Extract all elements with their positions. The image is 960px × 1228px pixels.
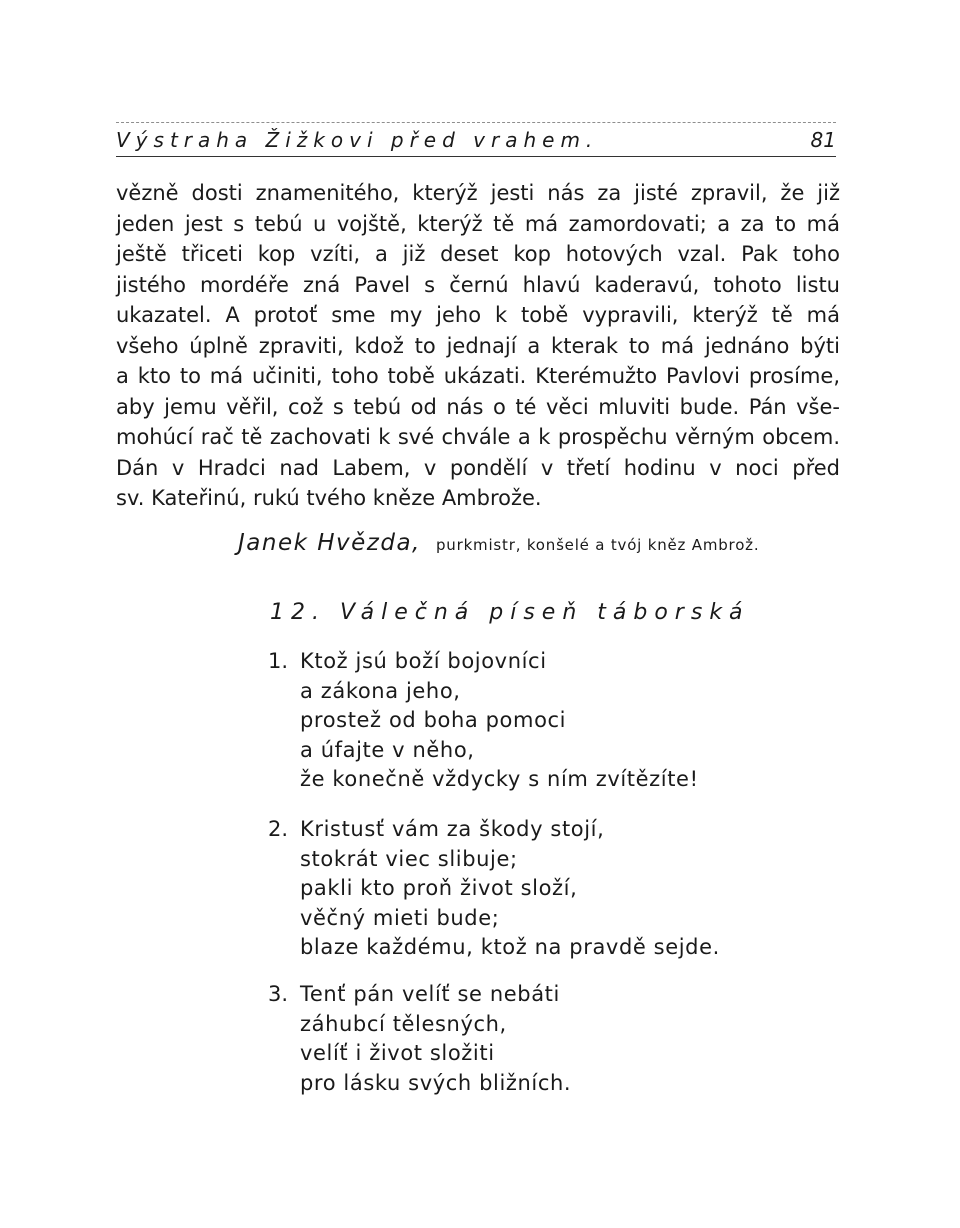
header-rule-bottom [116, 156, 836, 157]
letter-line: jistého mordéře zná Pavel s černú hlavú kaderavú, tohoto listu [116, 272, 840, 297]
page-number: 81 [810, 128, 836, 152]
letter-line: aby jemu věřil, což s tebú od nás o té věci mluviti bude. Pán vše- [116, 394, 840, 419]
running-head [116, 124, 836, 158]
letter-line: mohúcí rač tě zachovati k své chvále a k prospěchu věrným obcem. [116, 425, 840, 449]
letter-line: a kto to má učiniti, toho tobě ukázati. Kterémužto Pavlovi prosíme, [116, 364, 840, 388]
stanza-number: 3. [268, 982, 289, 1006]
verse-line: Ktož jsú boží bojovníci [300, 649, 547, 673]
verse-line: pakli kto proň život složí, [300, 876, 578, 900]
stanza-verse [300, 647, 699, 795]
letter-line: ještě třiceti kop vzíti, a již deset kop hotových vzal. Pak toho [116, 242, 840, 266]
stanza-verse [300, 815, 720, 963]
verse-line: Tenť pán velíť se nebáti [300, 982, 560, 1006]
verse-line: a zákona jeho, [300, 678, 461, 703]
verse-line: pro lásku svých bližních. [300, 1070, 572, 1095]
verse-line: Kristusť vám za škody stojí, [300, 817, 605, 841]
signature-name: Janek Hvězda, [238, 530, 421, 556]
song-title: 12. Válečná píseň táborská [270, 600, 750, 625]
letter-line: ukazatel. A protoť sme my jeho k tobě vypravili, kterýž tě má [116, 303, 840, 327]
letter-line: všeho úplně zpraviti, kdož to jednají a kterak to má jednáno býti [116, 333, 840, 358]
verse-line: stokrát viec slibuje; [300, 846, 518, 871]
stanza-verse [300, 980, 571, 1098]
header-rule-top [116, 122, 836, 123]
letter-line: vězně dosti znamenitého, kterýž jesti nás za jisté zpravil, že již [116, 181, 840, 205]
verse-line: blaze každému, ktož na pravdě sejde. [300, 935, 720, 959]
verse-line: prostež od boha pomoci [300, 708, 567, 732]
letter-line: sv. Kateřinú, rukú tvého kněze Ambrože. [116, 486, 542, 510]
stanza [268, 815, 720, 963]
signature-rest: purkmistr, konšelé a tvój kněz Ambrož. [435, 536, 760, 554]
verse-line: a úfajte v něho, [300, 737, 475, 762]
verse-line: věčný mieti bude; [300, 905, 500, 930]
letter-text [116, 178, 840, 514]
stanza [268, 980, 571, 1098]
stanza-number: 1. [268, 649, 289, 673]
letter-signature [238, 530, 759, 556]
stanza [268, 647, 699, 795]
verse-line: velíť i život složiti [300, 1041, 495, 1065]
running-title: Výstraha Žižkovi před vrahem. [116, 128, 599, 152]
verse-line: záhubcí tělesných, [300, 1011, 507, 1036]
stanza-number: 2. [268, 817, 289, 841]
letter-line: jeden jest s tebú u vojště, kterýž tě má zamordovati; a za to má [116, 211, 840, 236]
verse-line: že konečně vždycky s ním zvítězíte! [300, 767, 699, 791]
letter-line: Dán v Hradci nad Labem, v pondělí v třetí hodinu v noci před [116, 455, 840, 480]
